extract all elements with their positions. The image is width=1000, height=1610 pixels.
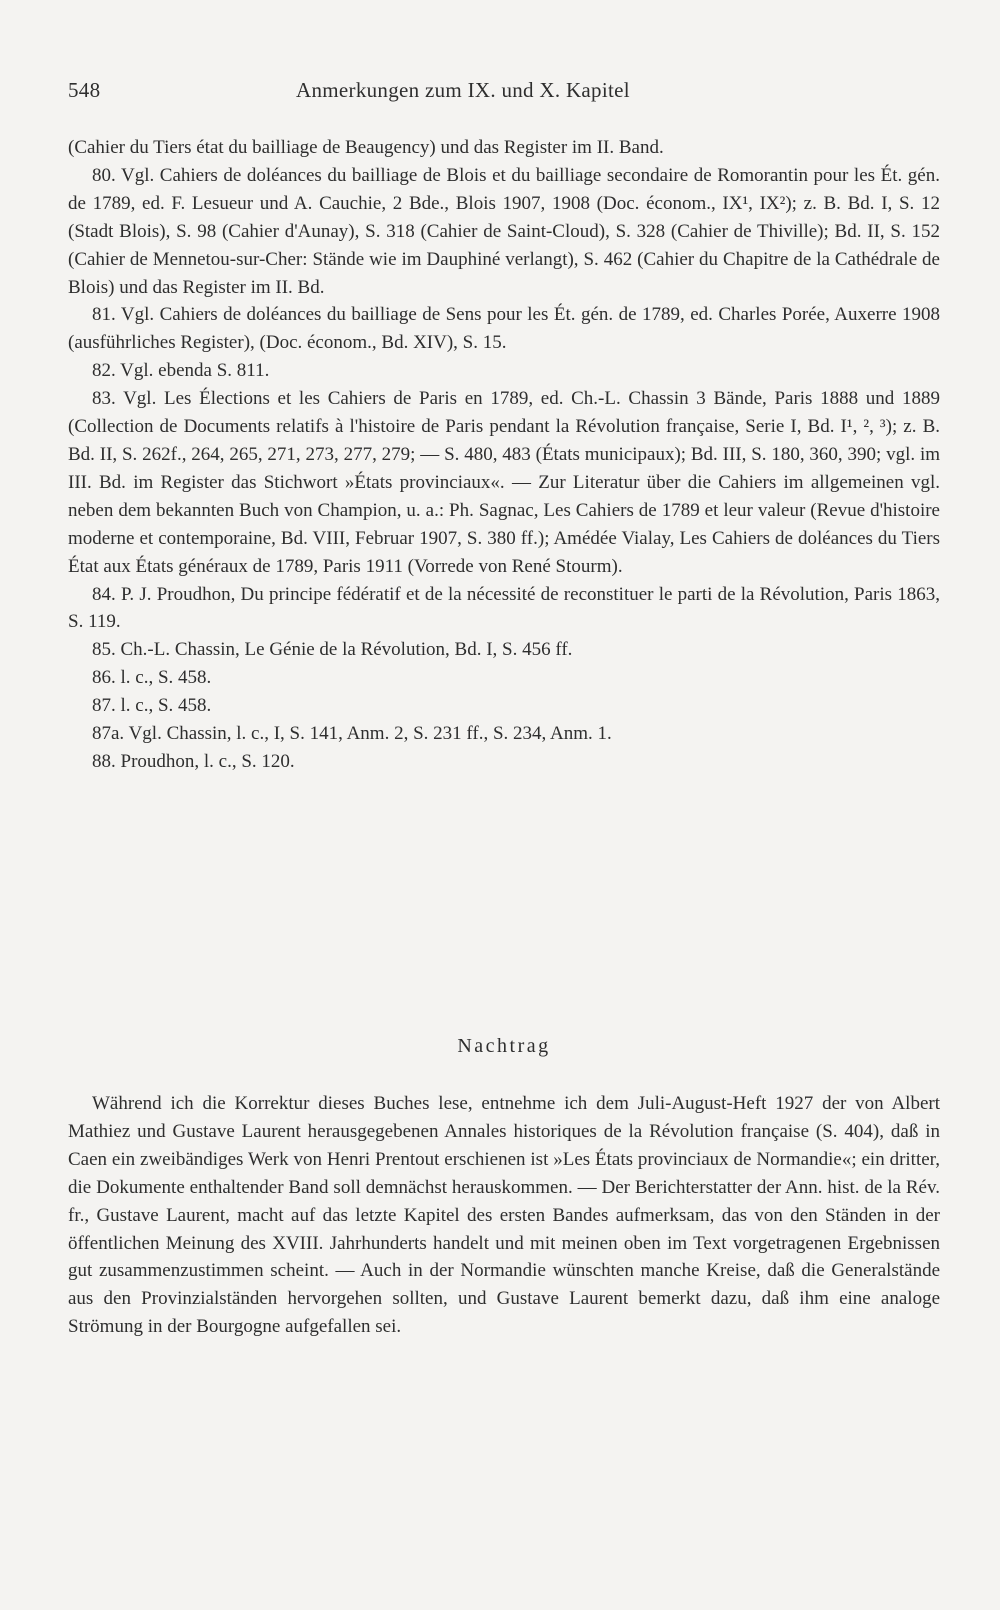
note-80: 80. Vgl. Cahiers de doléances du bailliage de Blois et du bailliage secondaire de Romorantin pour les Ét. gén. de 1789, ed. F. Lesueur und A. Cauchie, 2 Bde., Blois 1907, 1908 (Doc. économ., IX¹, IX²); z. B. Bd. I, S. 12 (Stadt Blois), S. 98 (Cahier d'Aunay), S. 318 (Cahier de Saint-Cloud), S. 328 (Cahier de Thiville); Bd. II, S. 152 (Cahier de Mennetou-sur-Cher: Stände wie im Dauphiné verlangt), S. 462 (Cahier du Chapitre de la Cathédrale de Blois) und das Register im II. Bd.	[68, 164, 940, 298]
page-number: 548	[68, 78, 101, 102]
addendum-title: Nachtrag	[457, 1035, 551, 1057]
addendum-paragraph: Während ich die Korrektur dieses Buches lese, entnehme ich dem Juli-August-Heft 1927 der von Albert Mathiez und Gustave Laurent herausgegebenen Annales historiques de la Révolution française (S. 404), daß in Caen ein zweibändiges Werk von Henri Prentout erschienen ist »Les États provinciaux de Normandie«; ein dritter, die Dokumente enthaltender Band soll demnächst herauskommen. — Der Berichterstatter der Ann. hist. de la Rév. fr., Gustave Laurent, macht auf das letzte Kapitel des ersten Bandes aufmerksam, das von den Ständen in der öffentlichen Meinung des XVIII. Jahrhunderts handelt und mit meinen oben im Text vorgetragenen Ergebnissen gut zusammenzustimmen scheint. — Auch in der Normandie wünschten manche Kreise, daß die Generalstände aus den Provinzialständen hervorgehen sollten, und Gustave Laurent bemerkt dazu, daß ihm eine analoge Strömung in der Bourgogne aufgefallen sei.	[68, 1093, 940, 1338]
note-continuation: (Cahier du Tiers état du bailliage de Beaugency) und das Register im II. Band.	[68, 137, 664, 158]
note-86: 86. l. c., S. 458.	[92, 667, 212, 689]
note-82: 82. Vgl. ebenda S. 811.	[92, 360, 270, 382]
running-head: Anmerkungen zum IX. und X. Kapitel	[296, 78, 630, 102]
note-84: 84. P. J. Proudhon, Du principe fédératif et de la nécessité de reconstituer le parti de la Révolution, Paris 1863, S. 119.	[68, 583, 940, 633]
note-88: 88. Proudhon, l. c., S. 120.	[92, 750, 295, 772]
note-87: 87. l. c., S. 458.	[92, 695, 212, 717]
note-85: 85. Ch.-L. Chassin, Le Génie de la Révolution, Bd. I, S. 456 ff.	[92, 639, 573, 661]
note-81: 81. Vgl. Cahiers de doléances du bailliage de Sens pour les Ét. gén. de 1789, ed. Charles Porée, Auxerre 1908 (ausführliches Register), (Doc. économ., Bd. XIV), S. 15.	[68, 304, 940, 354]
endnotes	[68, 134, 940, 776]
addendum	[68, 1090, 940, 1341]
note-83: 83. Vgl. Les Élections et les Cahiers de Paris en 1789, ed. Ch.-L. Chassin 3 Bände, Paris 1888 und 1889 (Collection de Documents relatifs à l'histoire de Paris pendant la Révolution française, Serie I, Bd. I¹, ², ³); z. B. Bd. II, S. 262f., 264, 265, 271, 273, 277, 279; — S. 480, 483 (États municipaux); Bd. III, S. 180, 360, 390; vgl. im III. Bd. im Register das Stichwort »États provinciaux«. — Zur Literatur über die Cahiers im allgemeinen vgl. neben dem bekannten Buch von Champion, u. a.: Ph. Sagnac, Les Cahiers de 1789 et leur valeur (Revue d'histoire moderne et contemporaine, Bd. VIII, Februar 1907, S. 380 ff.); Amédée Vialay, Les Cahiers de doléances du Tiers État aux États généraux de 1789, Paris 1911 (Vorrede von René Stourm).	[68, 388, 940, 577]
note-87a: 87a. Vgl. Chassin, l. c., I, S. 141, Anm. 2, S. 231 ff., S. 234, Anm. 1.	[92, 723, 612, 745]
